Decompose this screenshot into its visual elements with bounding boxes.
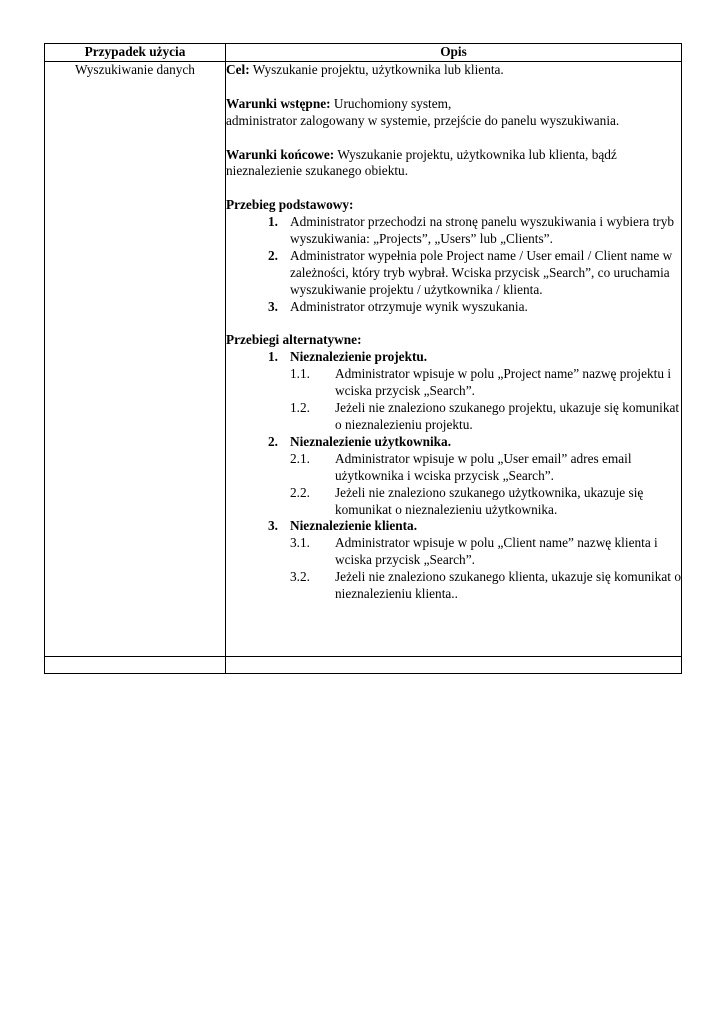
postconditions-label: Warunki końcowe: (226, 146, 335, 162)
sub-step-number: 3.2. (290, 569, 310, 585)
alt-flow-title (226, 349, 681, 366)
step-number: 2. (268, 247, 278, 263)
step-text: Administrator otrzymuje wynik wyszukania. (290, 298, 528, 314)
sub-step-number: 2.1. (290, 450, 310, 466)
alt-flow-title-text: Nieznalezienie użytkownika. (290, 433, 452, 449)
step-number: 1. (268, 214, 278, 230)
empty-row (45, 657, 682, 674)
preconditions-section (226, 96, 681, 130)
postconditions-section (226, 147, 681, 181)
sub-step-text: Administrator wpisuje w polu „Project name” nazwę projektu i wciska przycisk „Search”. (335, 366, 672, 399)
step-text: Administrator przechodzi na stronę panelu wyszukiwania i wybiera tryb wyszukiwania: „Projects”, „Users” lub „Clients”. (290, 214, 675, 247)
step-number: 3. (268, 298, 278, 314)
use-case-description (226, 62, 682, 657)
header-row (45, 44, 682, 62)
sub-step-text: Jeżeli nie znaleziono szukanego użytkownika, ukazuje się komunikat o nieznalezieniu użytkownika. (335, 484, 644, 517)
alt-flow-number: 1. (268, 349, 278, 365)
sub-step-text: Jeżeli nie znaleziono szukanego klienta, ukazuje się komunikat o nieznalezieniu klienta.. (335, 569, 681, 602)
alt-flow-title (226, 434, 681, 451)
main-flow-step (226, 214, 681, 248)
goal-text: Wyszukanie projektu, użytkownika lub klienta. (249, 62, 504, 77)
main-flow-label: Przebieg podstawowy: (226, 197, 354, 213)
alt-flow-step (226, 400, 681, 434)
preconditions-label: Warunki wstępne: (226, 95, 331, 111)
alt-flow-step (226, 535, 681, 569)
sub-step-number: 1.1. (290, 366, 310, 382)
alt-flows-section (226, 332, 681, 603)
main-flow-step (226, 248, 681, 299)
main-flow-step (226, 299, 681, 316)
alt-flow-step (226, 451, 681, 485)
sub-step-number: 1.2. (290, 400, 310, 416)
header-use-case: Przypadek użycia (45, 44, 226, 62)
alt-flow-title-text: Nieznalezienie projektu. (290, 349, 428, 365)
empty-cell (45, 657, 226, 674)
sub-step-number: 3.1. (290, 535, 310, 551)
postconditions-text: Wyszukanie projektu, użytkownika lub klienta, bądź nieznalezienie szukanego obiektu. (226, 146, 617, 179)
goal-section (226, 62, 681, 79)
step-text: Administrator wypełnia pole Project name / User email / Client name w zależności, który tryb wybrał. Wciska przycisk „Search”, co uruchamia wyszukiwanie projektu / użytkownika / klienta. (290, 247, 673, 297)
use-case-table (44, 43, 682, 674)
main-flow-section (226, 197, 681, 315)
use-case-name: Wyszukiwanie danych (45, 62, 226, 657)
alt-flow-title (226, 518, 681, 535)
sub-step-number: 2.2. (290, 484, 310, 500)
alt-flow-number: 2. (268, 433, 278, 449)
alt-flow-step (226, 569, 681, 603)
alt-flow-step (226, 366, 681, 400)
sub-step-text: Administrator wpisuje w polu „Client name” nazwę klienta i wciska przycisk „Search”. (335, 535, 658, 568)
preconditions-line1: Uruchomiony system, (330, 95, 452, 111)
alt-flow-number: 3. (268, 518, 278, 534)
alt-flows-label: Przebiegi alternatywne: (226, 332, 362, 348)
sub-step-text: Administrator wpisuje w polu „User email” adres email użytkownika i wciska przycisk „Search”. (335, 450, 632, 483)
empty-cell (226, 657, 682, 674)
alt-flow-step (226, 485, 681, 519)
goal-label: Cel: (226, 62, 250, 77)
use-case-row (45, 62, 682, 657)
sub-step-text: Jeżeli nie znaleziono szukanego projektu, ukazuje się komunikat o nieznalezieniu projektu. (335, 400, 680, 432)
preconditions-line2: administrator zalogowany w systemie, przejście do panelu wyszukiwania. (226, 112, 620, 128)
header-description: Opis (226, 44, 682, 62)
alt-flow-title-text: Nieznalezienie klienta. (290, 518, 418, 534)
